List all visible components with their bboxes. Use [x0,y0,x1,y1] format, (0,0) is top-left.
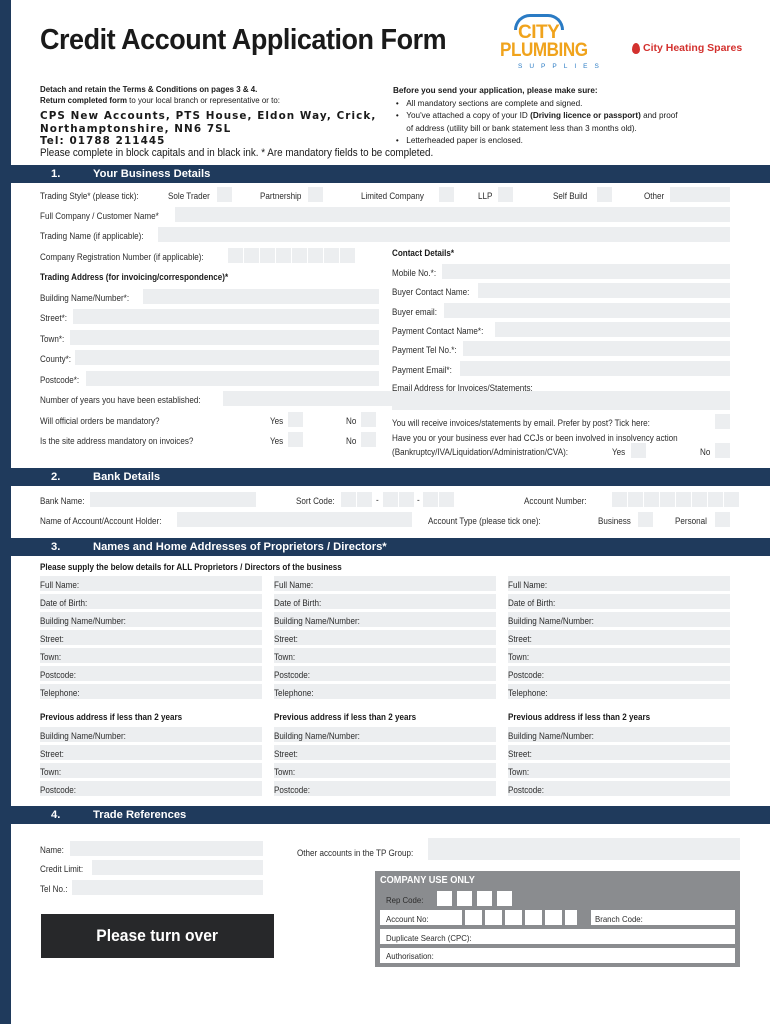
checklist-id-rest: and proof [640,110,678,120]
account-number-cell[interactable] [708,492,723,507]
other-label: Other [644,191,665,201]
other-accounts-label: Other accounts in the TP Group: [297,848,414,858]
town-label: Town: [40,652,62,662]
section-number: 1. [51,168,61,180]
section-4-header [11,806,770,824]
account-no-cell[interactable] [485,910,500,925]
branch-code-label: Branch Code: [595,914,643,924]
street-label: Street*: [40,313,67,323]
town-label: Town: [274,652,296,662]
instructions: Please complete in block capitals and in black ink. * Are mandatory fields to be completed. [40,147,434,159]
building-input[interactable] [143,289,379,304]
logo-text-city: CITY [518,22,560,43]
county-label: County*: [40,354,72,364]
ccj-question-label-2: (Bankruptcy/IVA/Liquidation/Administration/CVA): [392,447,569,457]
section-number: 2. [51,471,61,483]
mobile-input[interactable] [442,264,730,279]
rep-code-cell[interactable] [457,891,472,906]
payment-email-input[interactable] [460,361,730,376]
authorisation-label: Authorisation: [386,951,434,961]
ccj-question-label: Have you or your business ever had CCJs or been involved in insolvency action [392,433,678,443]
checklist-item [393,109,678,122]
intro-return-rest: to your local branch or representative or to: [126,95,280,105]
please-turn-over-banner [41,914,274,958]
section-2-header [11,468,770,486]
payment-tel-input[interactable] [463,341,730,356]
official-orders-yes-checkbox[interactable] [288,412,303,427]
account-no-cell[interactable] [545,910,560,925]
business-checkbox[interactable] [638,512,653,527]
section-number: 4. [51,809,61,821]
official-orders-no-checkbox[interactable] [361,412,376,427]
account-holder-label: Name of Account/Account Holder: [40,516,162,526]
intro-left [40,84,280,106]
sole-trader-checkbox[interactable] [217,187,232,202]
sort-code-dash: - [417,495,420,505]
address-line-1: CPS New Accounts, PTS House, Eldon Way, Crick, [40,110,377,122]
self-build-checkbox[interactable] [597,187,612,202]
previous-town-input[interactable] [40,763,262,778]
company-reg-cell[interactable] [244,248,259,263]
account-number-cell[interactable] [644,492,659,507]
previous-building-number-label: Building Name/Number: [508,731,594,741]
company-reg-cell[interactable] [308,248,323,263]
limited-company-checkbox[interactable] [439,187,454,202]
sort-code-cell[interactable] [383,492,398,507]
street-label: Street: [40,634,64,644]
account-number-cell[interactable] [612,492,627,507]
company-reg-cell[interactable] [340,248,355,263]
logo-text-plumbing: PLUMBING [500,40,588,61]
date-of-birth-label: Date of Birth: [274,598,322,608]
town-label: Town*: [40,334,65,344]
mobile-label: Mobile No.*: [392,268,437,278]
sort-code-cell[interactable] [439,492,454,507]
previous-postcode-label: Postcode: [274,785,310,795]
logo-text-supplies: SUPPLIES [518,63,606,70]
checklist-title: Before you send your application, please make sure: [393,85,598,95]
company-reg-cell[interactable] [276,248,291,263]
company-use-only-panel [375,871,740,967]
sort-code-label: Sort Code: [296,496,335,506]
official-orders-label: Will official orders be mandatory? [40,416,160,426]
years-established-label: Number of years you have been established: [40,395,201,405]
site-address-label: Is the site address mandatory on invoices? [40,436,194,446]
credit-limit-input[interactable] [92,860,263,875]
reference-tel-label: Tel No.: [40,884,68,894]
checklist-item: • Letterheaded paper is enclosed. [393,134,678,147]
logo-text-chs: City Heating Spares [643,42,743,54]
section-title: Trade References [93,809,187,821]
company-reg-cell[interactable] [260,248,275,263]
personal-checkbox[interactable] [715,512,730,527]
account-number-cell[interactable] [692,492,707,507]
account-holder-input[interactable] [177,512,412,527]
ccj-no-checkbox[interactable] [715,443,730,458]
previous-address-label: Previous address if less than 2 years [508,712,651,722]
site-address-no-label: No [346,436,357,446]
sort-code-dash: - [376,495,379,505]
sole-trader-label: Sole Trader [168,191,210,201]
contact-details-label: Contact Details* [392,248,455,258]
payment-tel-label: Payment Tel No.*: [392,345,457,355]
rep-code-label: Rep Code: [386,895,424,905]
checklist-id-text: You've attached a copy of your ID [406,110,531,120]
site-address-no-checkbox[interactable] [361,432,376,447]
reference-tel-input[interactable] [72,880,263,895]
company-reg-cell[interactable] [324,248,339,263]
rep-code-cell[interactable] [497,891,512,906]
buyer-email-label: Buyer email: [392,307,437,317]
full-company-label: Full Company / Customer Name* [40,211,159,221]
date-of-birth-label: Date of Birth: [508,598,556,608]
town-input[interactable] [70,330,379,345]
reference-name-input[interactable] [70,841,263,856]
full-name-label: Full Name: [508,580,548,590]
postcode-label: Postcode: [508,670,544,680]
telephone-label: Telephone: [508,688,548,698]
account-number-cell[interactable] [676,492,691,507]
site-address-yes-label: Yes [270,436,284,446]
rep-code-cell[interactable] [437,891,452,906]
trading-style-label: Trading Style* (please tick): [40,191,139,201]
receive-by-post-checkbox[interactable] [715,414,730,429]
company-use-title: COMPANY USE ONLY [380,875,475,886]
self-build-label: Self Build [553,191,588,201]
account-no-cell[interactable] [465,910,480,925]
town-label: Town: [508,652,530,662]
sort-code-cell[interactable] [357,492,372,507]
account-type-label: Account Type (please tick one): [428,516,541,526]
postcode-label: Postcode: [274,670,310,680]
official-orders-yes-label: Yes [270,416,284,426]
building-label: Building Name/Number*: [40,293,130,303]
llp-label: LLP [478,191,493,201]
trading-name-input[interactable] [158,227,730,242]
email-invoices-label: Email Address for Invoices/Statements: [392,383,533,393]
proprietors-instruction: Please supply the below details for ALL Proprietors / Directors of the business [40,562,342,572]
section-number: 3. [51,541,61,553]
street-input[interactable] [274,630,496,645]
section-title: Your Business Details [93,168,211,180]
telephone-label: Telephone: [274,688,314,698]
flame-icon [632,43,640,54]
checklist-id-bold: (Driving licence or passport) [530,110,641,120]
postcode-input[interactable] [86,371,379,386]
full-name-label: Full Name: [274,580,314,590]
telephone-label: Telephone: [40,688,80,698]
county-input[interactable] [75,350,379,365]
section-3-header [11,538,770,556]
page-title: Credit Account Application Form [40,24,447,56]
account-no-gap [577,910,591,925]
account-number-cell[interactable] [660,492,675,507]
business-label: Business [598,516,631,526]
previous-street-input[interactable] [274,745,496,760]
previous-building-number-label: Building Name/Number: [274,731,360,741]
other-input[interactable] [670,187,730,202]
previous-postcode-label: Postcode: [508,785,544,795]
payment-contact-input[interactable] [495,322,730,337]
trading-name-label: Trading Name (if applicable): [40,231,144,241]
previous-town-input[interactable] [508,763,730,778]
checklist-item-continued: of address (utility bill or bank statement less than 3 months old). [406,122,637,133]
payment-email-label: Payment Email*: [392,365,452,375]
street-input[interactable] [73,309,379,324]
previous-street-label: Street: [508,749,532,759]
buyer-contact-input[interactable] [478,283,730,298]
account-no-cell[interactable] [525,910,540,925]
previous-street-input[interactable] [508,745,730,760]
street-label: Street: [508,634,532,644]
personal-label: Personal [675,516,707,526]
previous-street-label: Street: [40,749,64,759]
sort-code-cell[interactable] [341,492,356,507]
previous-town-label: Town: [508,767,530,777]
date-of-birth-label: Date of Birth: [40,598,88,608]
address-tel: Tel: 01788 211445 [40,135,166,147]
reference-name-label: Name: [40,845,64,855]
account-no-cell[interactable] [505,910,520,925]
street-input[interactable] [508,630,730,645]
return-address [40,110,376,148]
checklist [393,84,678,147]
street-label: Street: [274,634,298,644]
sort-code-cell[interactable] [423,492,438,507]
postcode-label: Postcode: [40,670,76,680]
rep-code-cell[interactable] [477,891,492,906]
account-number-cell[interactable] [628,492,643,507]
intro-detach-text: Detach and retain the Terms & Conditions on pages 3 & 4. [40,84,258,94]
credit-limit-label: Credit Limit: [40,864,84,874]
building-number-label: Building Name/Number: [40,616,126,626]
city-plumbing-logo [496,14,606,72]
previous-postcode-label: Postcode: [40,785,76,795]
official-orders-no-label: No [346,416,357,426]
company-reg-cell[interactable] [228,248,243,263]
buyer-email-input[interactable] [444,303,730,318]
full-name-label: Full Name: [40,580,80,590]
ccj-yes-label: Yes [612,447,626,457]
city-heating-spares-logo [632,42,742,54]
left-edge-stripe [0,0,11,1024]
bank-name-input[interactable] [90,492,256,507]
account-no-label: Account No: [386,914,429,924]
buyer-contact-label: Buyer Contact Name: [392,287,470,297]
trading-address-label: Trading Address (for invoicing/correspondence)* [40,272,229,282]
town-input[interactable] [274,648,496,663]
previous-street-label: Street: [274,749,298,759]
account-number-cell[interactable] [724,492,739,507]
payment-contact-label: Payment Contact Name*: [392,326,484,336]
llp-checkbox[interactable] [498,187,513,202]
account-number-label: Account Number: [524,496,587,506]
receive-by-post-label: You will receive invoices/statements by email. Prefer by post? Tick here: [392,418,650,428]
duplicate-search-label: Duplicate Search (CPC): [386,933,472,943]
town-input[interactable] [40,648,262,663]
limited-company-label: Limited Company [361,191,424,201]
address-line-2: Northamptonshire, NN6 7SL [40,122,232,135]
section-title: Bank Details [93,471,161,483]
ccj-yes-checkbox[interactable] [631,443,646,458]
partnership-label: Partnership [260,191,302,201]
previous-town-label: Town: [40,767,62,777]
section-title: Names and Home Addresses of Proprietors / Directors* [93,541,387,553]
other-accounts-input[interactable] [428,838,740,860]
previous-town-input[interactable] [274,763,496,778]
intro-return-text [40,95,280,106]
turn-over-text: Please turn over [96,926,219,945]
previous-address-label: Previous address if less than 2 years [40,712,183,722]
partnership-checkbox[interactable] [308,187,323,202]
previous-address-label: Previous address if less than 2 years [274,712,417,722]
email-invoices-input[interactable] [392,395,730,410]
building-number-label: Building Name/Number: [508,616,594,626]
company-reg-label: Company Registration Number (if applicable): [40,252,204,262]
company-reg-cell[interactable] [292,248,307,263]
intro-return-bold: Return completed form [40,95,127,105]
ccj-no-label: No [700,447,711,457]
site-address-yes-checkbox[interactable] [288,432,303,447]
building-number-label: Building Name/Number: [274,616,360,626]
previous-town-label: Town: [274,767,296,777]
checklist-item: • All mandatory sections are complete and signed. [393,97,678,110]
full-company-input[interactable] [175,207,730,222]
previous-building-number-label: Building Name/Number: [40,731,126,741]
town-input[interactable] [508,648,730,663]
postcode-label: Postcode*: [40,375,80,385]
bank-name-label: Bank Name: [40,496,85,506]
street-input[interactable] [40,630,262,645]
previous-street-input[interactable] [40,745,262,760]
sort-code-cell[interactable] [399,492,414,507]
section-1-header [11,165,770,183]
